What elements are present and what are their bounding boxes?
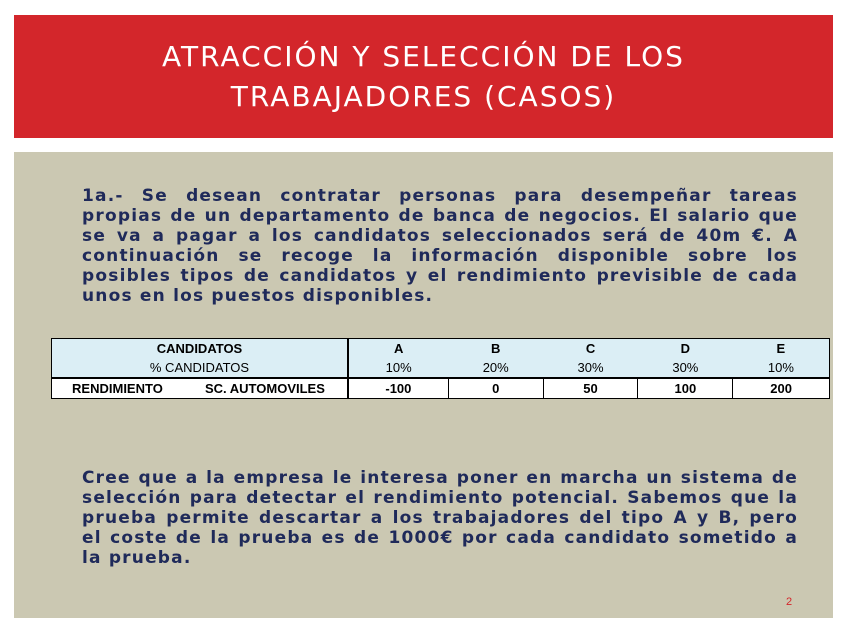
type-b: B	[448, 339, 543, 359]
percent-e: 10%	[733, 358, 830, 378]
type-d: D	[638, 339, 733, 359]
percent-header: % CANDIDATOS	[52, 358, 349, 378]
type-a: A	[348, 339, 448, 359]
sector-label: SC. AUTOMOVILES	[183, 378, 348, 399]
rendimiento-b: 0	[448, 378, 543, 399]
percent-b: 20%	[448, 358, 543, 378]
table-header-row	[52, 339, 830, 359]
percent-c: 30%	[543, 358, 638, 378]
rendimiento-e: 200	[733, 378, 830, 399]
slide-content	[14, 152, 833, 618]
rendimiento-d: 100	[638, 378, 733, 399]
case-description: 1a.- Se desean contratar personas para desempeñar tareas propias de un departamento de banca de negocios. El salario que se va a pagar a los candidatos seleccionados será de 40m €. A continuación se recoge la información disponible sobre los posibles tipos de candidatos y el rendimiento previsible de cada unos en los puestos disponibles.	[82, 186, 798, 306]
rendimiento-a: -100	[348, 378, 448, 399]
percent-row	[52, 358, 830, 378]
rendimiento-label: RENDIMIENTO	[52, 378, 183, 399]
slide-title-line1: ATRACCIÓN Y SELECCIÓN DE LOS	[162, 39, 685, 73]
case-question: Cree que a la empresa le interesa poner en marcha un sistema de selección para detectar el rendimiento potencial. Sabemos que la prueba permite descartar a los trabajadores del tipo A y B, pero el coste de la prueba es de 1000€ por cada candidato sometido a la prueba.	[82, 468, 798, 568]
type-e: E	[733, 339, 830, 359]
title-band	[14, 15, 833, 138]
percent-a: 10%	[348, 358, 448, 378]
page-number: 2	[786, 596, 793, 608]
percent-d: 30%	[638, 358, 733, 378]
rendimiento-c: 50	[543, 378, 638, 399]
slide-title-line2: TRABAJADORES (CASOS)	[230, 79, 617, 113]
rendimiento-row	[52, 378, 830, 399]
type-c: C	[543, 339, 638, 359]
candidates-table	[51, 338, 830, 399]
slide-title	[162, 37, 685, 117]
candidatos-header: CANDIDATOS	[52, 339, 349, 359]
